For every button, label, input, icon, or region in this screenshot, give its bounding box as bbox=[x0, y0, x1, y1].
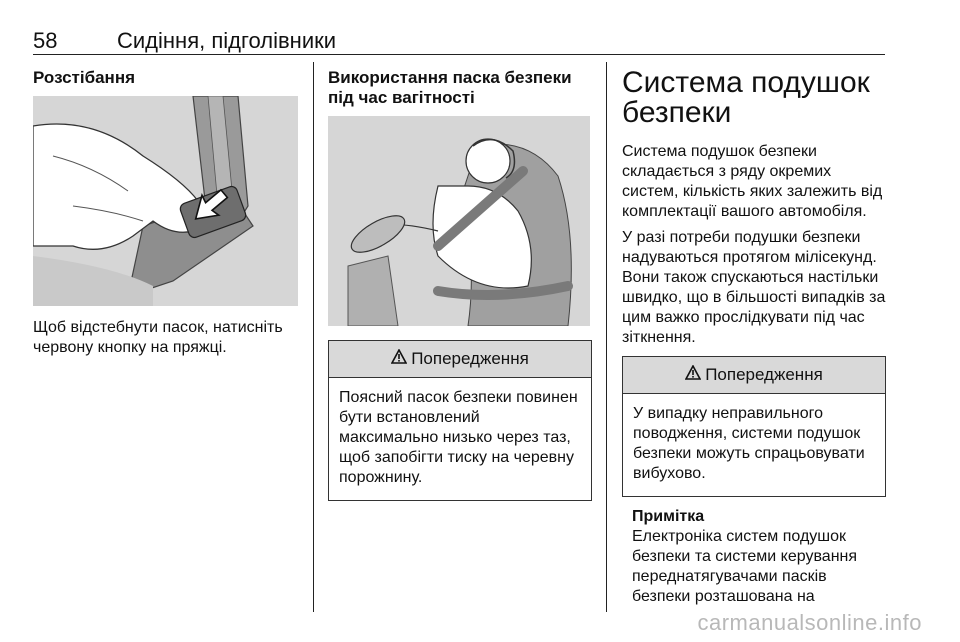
note-block bbox=[622, 507, 886, 607]
page-number: 58 bbox=[33, 28, 58, 53]
warning-triangle-icon bbox=[685, 365, 701, 385]
column-unbuckling bbox=[33, 62, 301, 622]
page-header bbox=[33, 14, 885, 55]
column-divider bbox=[606, 62, 607, 612]
note-text: Електроніка систем подушок безпеки та системи керування переднатягувачами пасків безпеки розташована на bbox=[632, 528, 858, 605]
column-pregnancy bbox=[328, 62, 592, 622]
watermark: carmanualsonline.info bbox=[697, 610, 922, 635]
paragraph: Система подушок безпеки складається з ряду окремих систем, кількість яких залежить від комплектації вашого автомобіля. bbox=[622, 143, 883, 220]
warning-text: У випадку неправильного поводження, системи подушок безпеки можуть спрацьовувати вибухово. bbox=[633, 405, 865, 482]
running-title: Сидіння, підголівники bbox=[117, 28, 337, 53]
pregnant-driver-illustration bbox=[328, 116, 590, 326]
warning-box bbox=[328, 340, 592, 501]
paragraph: У разі потреби подушки безпеки надуваються протягом мілісекунд. Вони також спускаються настільки швидко, що в більшості випадків за цим важко прослідкувати під час зіткнення. bbox=[622, 229, 886, 346]
column-airbag-system bbox=[622, 62, 886, 622]
section-title: Система подушок безпеки bbox=[622, 66, 870, 129]
warning-text: Поясний пасок безпеки повинен бути встановлений максимально низько через таз, щоб запобігти тиску на черевну порожнину. bbox=[339, 389, 578, 486]
section-heading: Використання паска безпеки під час вагітності bbox=[328, 68, 572, 107]
warning-triangle-icon bbox=[391, 349, 407, 369]
note-title: Примітка bbox=[632, 508, 705, 525]
warning-header bbox=[623, 357, 885, 394]
warning-box bbox=[622, 356, 886, 497]
section-heading: Розстібання bbox=[33, 68, 136, 87]
warning-title: Попередження bbox=[411, 349, 529, 368]
caption: Щоб відстебнути пасок, натисніть червону кнопку на пряжці. bbox=[33, 319, 283, 356]
seatbelt-release-illustration bbox=[33, 96, 298, 306]
warning-header bbox=[329, 341, 591, 378]
column-divider bbox=[313, 62, 314, 612]
warning-title: Попередження bbox=[705, 365, 823, 384]
